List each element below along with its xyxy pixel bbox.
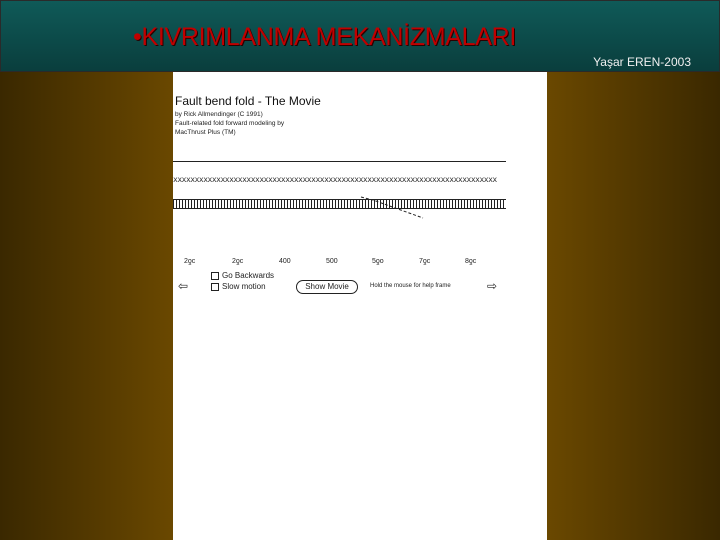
fault-layer-hatch [173,199,506,209]
go-backwards-label: Go Backwards [222,271,275,280]
slide-title: •KIVRIMLANMA MEKANİZMALARI [133,23,516,51]
strata-pattern: xxxxxxxxxxxxxxxxxxxxxxxxxxxxxxxxxxxxxxxxxxxxxxxxxxxxxxxxxxxxxxxxxxxxxxxxxxx [173,175,497,184]
author-credit: Yaşar EREN-2003 [593,55,691,69]
movie-screenshot-panel [173,72,547,540]
axis-tick-label: 5ƍo [372,258,384,265]
axis-tick-label: 500 [326,258,338,265]
axis-tick-label: 7ƍc [419,258,431,265]
checkbox-box[interactable] [211,283,219,291]
forward-arrow-icon[interactable]: ⇨ [487,279,498,293]
slow-motion-label: Slow motion [222,282,266,291]
help-hint-text: Hold the mouse for help frame [370,283,451,289]
slide-title-bar [0,0,720,72]
go-backwards-checkbox[interactable] [211,271,274,280]
movie-title: Fault bend fold - The Movie [175,94,321,108]
show-movie-button[interactable]: Show Movie [296,280,358,294]
checkbox-box[interactable] [211,272,219,280]
movie-credit-line: MacThrust Plus (TM) [175,129,236,136]
surface-line [173,161,506,162]
movie-credit-line: Fault-related fold forward modeling by [175,120,285,127]
axis-tick-label: 2ƍc [184,258,196,265]
movie-credit-line: by Rick Allmendinger (C 1991) [175,111,263,118]
axis-tick-label: 8ƍc [465,258,477,265]
fault-ramp-line [353,194,433,224]
axis-tick-label: 2ƍc [232,258,244,265]
slow-motion-checkbox[interactable] [211,282,266,291]
back-arrow-icon[interactable]: ⇦ [178,279,189,293]
axis-tick-label: 400 [279,258,291,265]
